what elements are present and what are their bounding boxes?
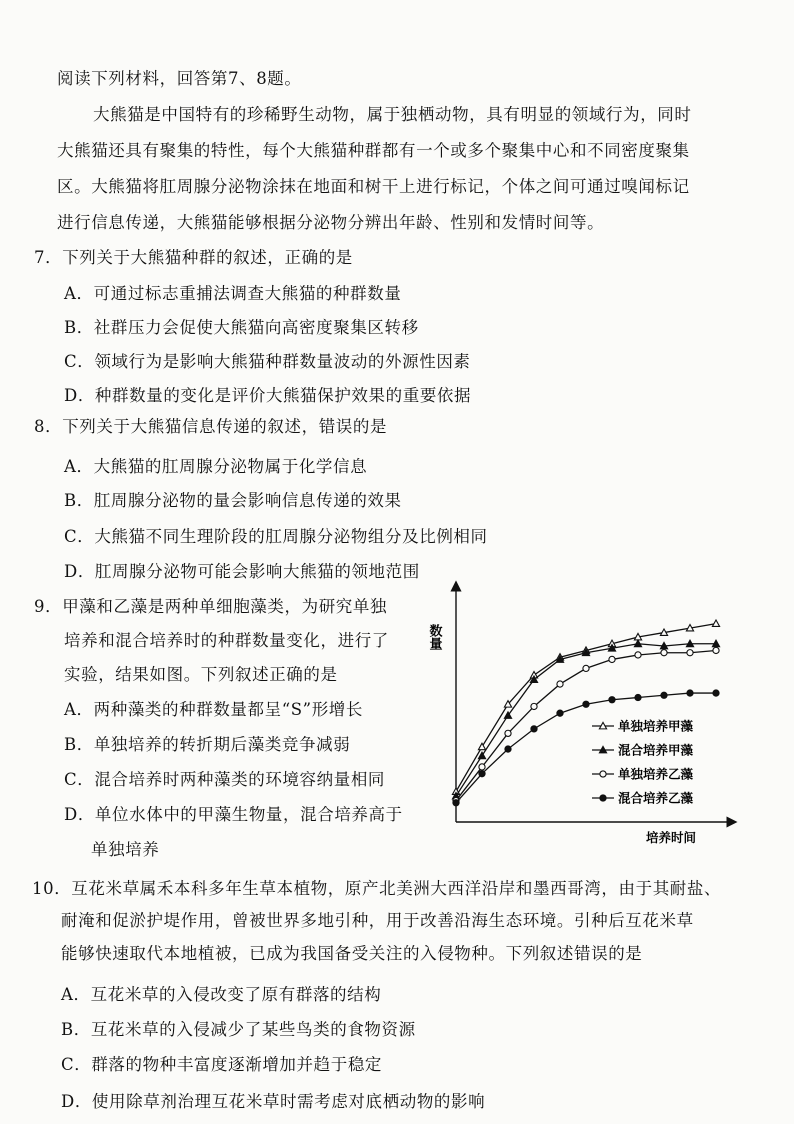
q10-option-b: B．互花米草的入侵减少了某些鸟类的食物资源 [61, 1020, 416, 1039]
q8-option-a: A．大熊猫的肛周腺分泌物属于化学信息 [64, 457, 368, 476]
series-4-point-11 [713, 690, 719, 696]
q9-option-d: D．单位水体中的甲藻生物量，混合培养高于 [64, 805, 403, 824]
series-3-point-10 [687, 650, 693, 656]
series-1-point-11 [712, 620, 719, 626]
series-3-point-4 [531, 703, 537, 709]
legend-label-4: 混合培养乙藻 [618, 790, 694, 806]
legend-marker-3 [600, 771, 606, 777]
q9-option-b: B．单独培养的转折期后藻类竞争减弱 [64, 735, 351, 754]
series-4-point-7 [609, 697, 615, 703]
q10-stem-line-3: 能够快速取代本地植被，已成为我国备受关注的入侵物种。下列叙述错误的是 [61, 944, 643, 963]
series-4-point-5 [557, 710, 563, 716]
series-4-point-10 [687, 690, 693, 696]
material-line-4: 进行信息传递，大熊猫能够根据分泌物分辨出年龄、性别和发情时间等。 [57, 213, 605, 232]
q9-stem-line-1: 9．甲藻和乙藻是两种单细胞藻类，为研究单独 [34, 597, 388, 616]
q8-option-c: C．大熊猫不同生理阶段的肛周腺分泌物组分及比例相同 [64, 527, 488, 546]
legend-label-1: 单独培养甲藻 [618, 718, 694, 734]
series-1-point-2 [478, 743, 485, 749]
q10-option-d: D．使用除草剂治理互花米草时需考虑对底栖动物的影响 [61, 1092, 486, 1111]
q9-option-a: A．两种藻类的种群数量都呈“S”形增长 [64, 700, 363, 719]
series-4-point-8 [635, 694, 641, 700]
q9-stem-line-3: 实验，结果如图。下列叙述正确的是 [64, 665, 338, 684]
q10-option-c: C．群落的物种丰富度逐渐增加并趋于稳定 [61, 1055, 383, 1074]
series-3-point-11 [713, 647, 719, 653]
series-4-point-3 [505, 746, 511, 752]
series-3-point-3 [505, 730, 511, 736]
q7-option-c: C．领域行为是影响大熊猫种群数量波动的外源性因素 [64, 352, 471, 371]
series-4-point-9 [661, 692, 667, 698]
q10-stem-line-2: 耐淹和促淤护堤作用，曾被世界多地引种，用于改善沿海生态环境。引种后互花米草 [61, 911, 694, 930]
q8-stem: 8．下列关于大熊猫信息传递的叙述，错误的是 [34, 417, 388, 436]
series-4-point-1 [453, 800, 459, 806]
q7-option-a: A．可通过标志重捕法调查大熊猫的种群数量 [64, 284, 402, 303]
legend-label-2: 混合培养甲藻 [618, 742, 694, 758]
q7-option-b: B．社群压力会促使大熊猫向高密度聚集区转移 [64, 318, 419, 337]
series-2-point-2 [478, 752, 485, 758]
q9-option-d-continued: 单独培养 [91, 840, 160, 859]
q8-option-d: D．肛周腺分泌物可能会影响大熊猫的领地范围 [64, 562, 420, 581]
series-3-point-8 [635, 652, 641, 658]
q7-option-d: D．种群数量的变化是评价大熊猫保护效果的重要依据 [64, 386, 472, 405]
q10-stem-line-1: 10．互花米草属禾本科多年生草本植物，原产北美洲大西洋沿岸和墨西哥湾，由于其耐盐、 [32, 879, 722, 898]
series-4-point-2 [479, 771, 485, 777]
series-3-point-2 [479, 764, 485, 770]
series-3-point-9 [661, 650, 667, 656]
q9-option-c: C．混合培养时两种藻类的环境容纳量相同 [64, 770, 386, 789]
q9-stem-line-2: 培养和混合培养时的种群数量变化，进行了 [64, 631, 389, 650]
intro-instruction: 阅读下列材料，回答第7、8题。 [57, 69, 302, 88]
series-3-point-6 [583, 665, 589, 671]
legend-marker-4 [600, 795, 606, 801]
material-line-3: 区。大熊猫将肛周腺分泌物涂抹在地面和树干上进行标记，个体之间可通过嗅闻标记 [57, 177, 690, 196]
series-3-point-7 [609, 656, 615, 662]
x-axis-label: 培养时间 [646, 830, 697, 845]
algae-population-chart [420, 578, 740, 853]
series-4-point-4 [531, 726, 537, 732]
y-axis-label: 数量 [426, 624, 442, 650]
q7-stem: 7．下列关于大熊猫种群的叙述，正确的是 [34, 248, 353, 267]
legend-label-3: 单独培养乙藻 [618, 766, 694, 782]
series-4-point-6 [583, 701, 589, 707]
q10-option-a: A．互花米草的入侵改变了原有群落的结构 [61, 985, 382, 1004]
q8-option-b: B．肛周腺分泌物的量会影响信息传递的效果 [64, 491, 402, 510]
series-3-point-5 [557, 681, 563, 687]
material-line-1: 大熊猫是中国特有的珍稀野生动物，属于独栖动物，具有明显的领域行为，同时 [93, 105, 692, 124]
material-line-2: 大熊猫还具有聚集的特性，每个大熊猫种群都有一个或多个聚集中心和不同密度聚集 [57, 141, 690, 160]
